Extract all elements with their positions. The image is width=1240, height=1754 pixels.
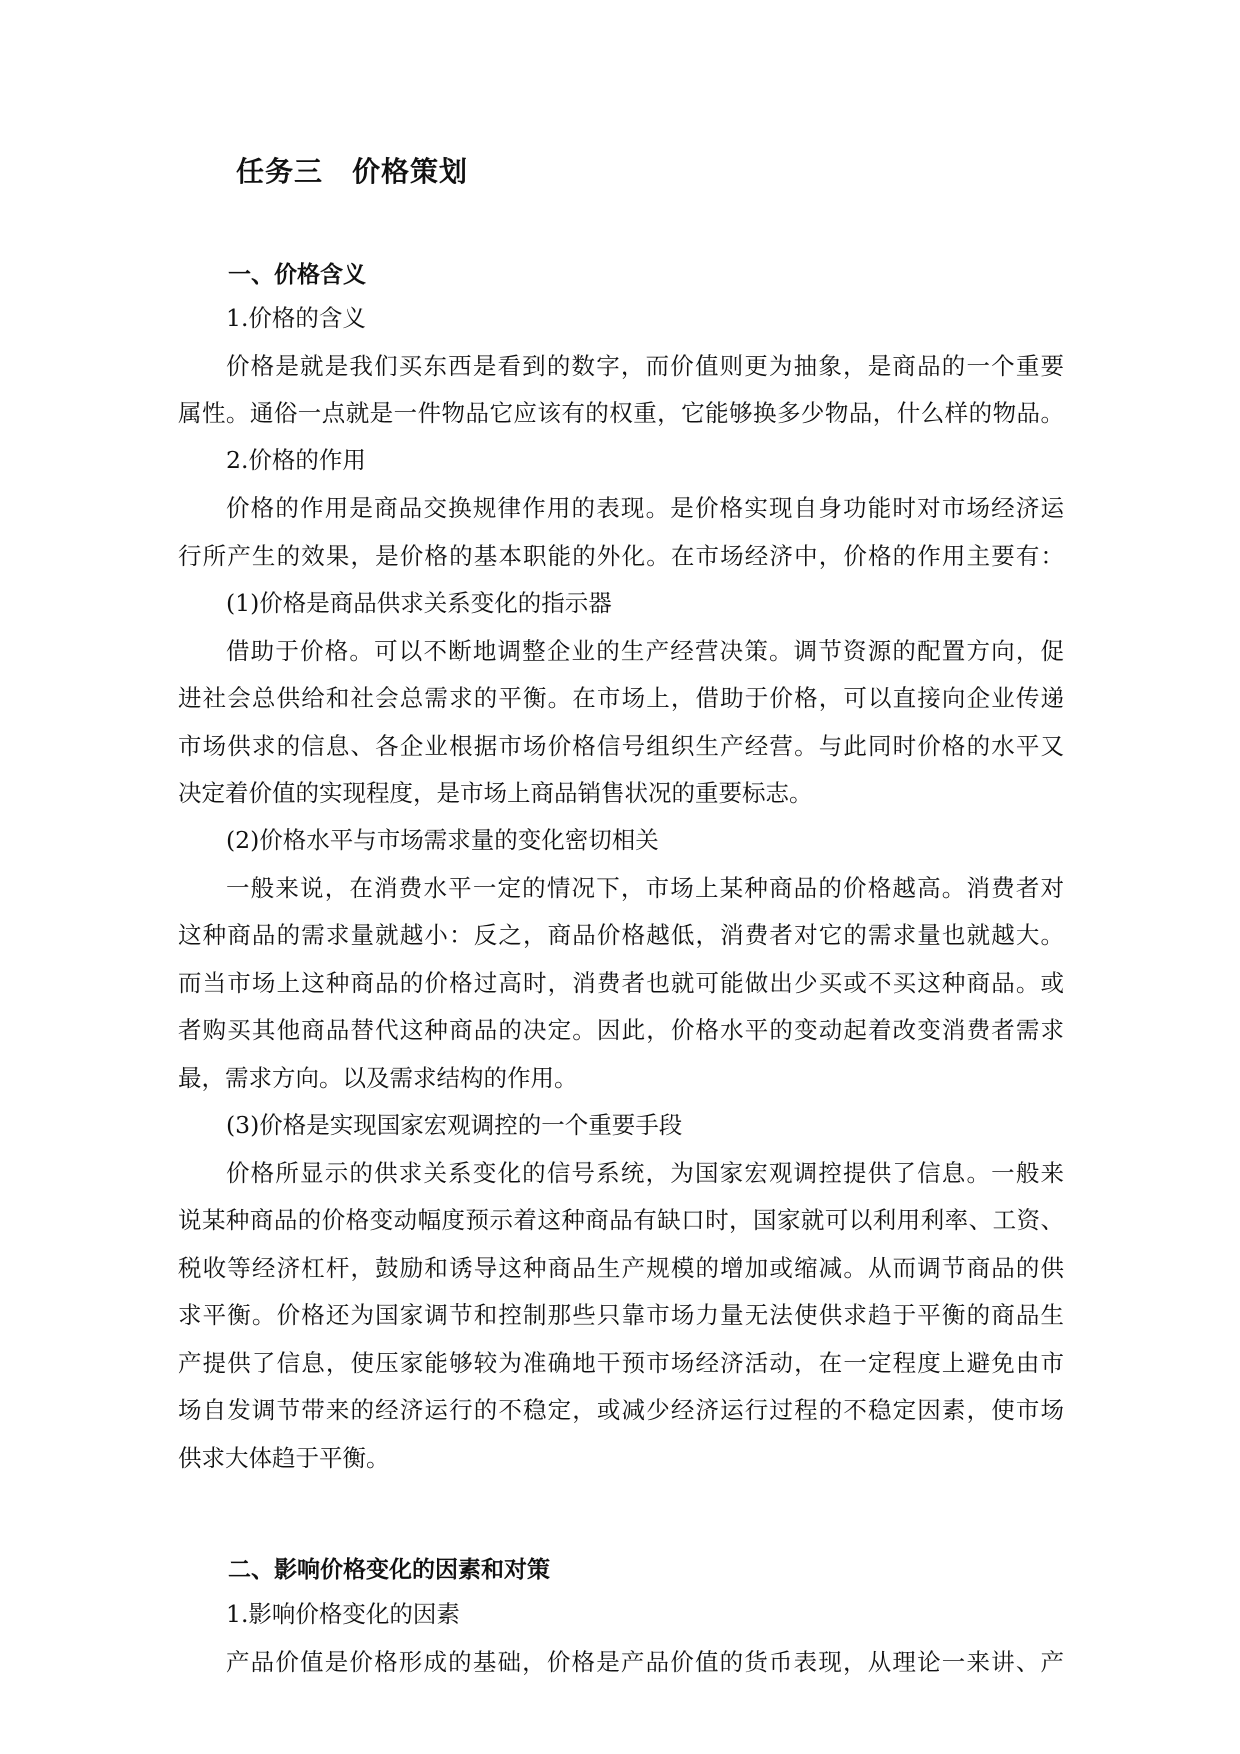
paragraph-line: 价格所显示的供求关系变化的信号系统，为国家宏观调控提供了信息。一般来 [226,1159,1064,1187]
paragraph-line: 借助于价格。可以不断地调整企业的生产经营决策。调节资源的配置方向，促 [226,637,1064,665]
paragraph-line: 税收等经济杠杆，鼓励和诱导这种商品生产规模的增加或缩减。从而调节商品的供 [178,1254,1064,1282]
section-heading: 二、影响价格变化的因素和对策 [228,1557,550,1583]
paragraph-line: 而当市场上这种商品的价格过高时，消费者也就可能做出少买或不买这种商品。或 [178,969,1064,997]
paragraph-line: 最，需求方向。以及需求结构的作用。 [178,1064,578,1092]
list-item: (1)价格是商品供求关系变化的指示器 [226,589,612,617]
paragraph-line: 者购买其他商品替代这种商品的决定。因此，价格水平的变动起着改变消费者需求 [178,1016,1064,1044]
list-item: (2)价格水平与市场需求量的变化密切相关 [226,826,659,854]
page-title: 任务三 价格策划 [236,155,469,188]
subheading: 1.影响价格变化的因素 [226,1600,460,1628]
list-item: (3)价格是实现国家宏观调控的一个重要手段 [226,1111,683,1139]
paragraph-line: 产品价值是价格形成的基础，价格是产品价值的货币表现，从理论一来讲、产 [226,1648,1064,1676]
paragraph-line: 一般来说，在消费水平一定的情况下，市场上某种商品的价格越高。消费者对 [226,874,1064,902]
paragraph-line: 求平衡。价格还为国家调节和控制那些只靠市场力量无法使供求趋于平衡的商品生 [178,1301,1064,1329]
paragraph-line: 产提供了信息，使压家能够较为准确地干预市场经济活动，在一定程度上避免由市 [178,1349,1064,1377]
paragraph-line: 进社会总供给和社会总需求的平衡。在市场上，借助于价格，可以直接向企业传递 [178,684,1064,712]
paragraph-line: 供求大体趋于平衡。 [178,1444,390,1472]
paragraph-line: 属性。通俗一点就是一件物品它应该有的权重，它能够换多少物品，什么样的物品。 [178,399,1064,427]
subheading: 2.价格的作用 [226,446,366,474]
paragraph-line: 价格的作用是商品交换规律作用的表现。是价格实现自身功能时对市场经济运 [226,494,1064,522]
paragraph-line: 行所产生的效果，是价格的基本职能的外化。在市场经济中，价格的作用主要有： [178,542,1064,570]
paragraph-line: 场自发调节带来的经济运行的不稳定，或减少经济运行过程的不稳定因素，使市场 [178,1396,1064,1424]
paragraph-line: 价格是就是我们买东西是看到的数字，而价值则更为抽象，是商品的一个重要 [226,352,1064,380]
paragraph-line: 说某种商品的价格变动幅度预示着这种商品有缺口时，国家就可以利用利率、工资、 [178,1206,1064,1234]
paragraph-line: 决定着价值的实现程度，是市场上商品销售状况的重要标志。 [178,779,813,807]
paragraph-line: 市场供求的信息、各企业根据市场价格信号组织生产经营。与此同时价格的水平又 [178,732,1064,760]
subheading: 1.价格的含义 [226,304,366,332]
paragraph-line: 这种商品的需求量就越小：反之，商品价格越低，消费者对它的需求量也就越大。 [178,921,1064,949]
section-heading: 一、价格含义 [228,262,366,288]
